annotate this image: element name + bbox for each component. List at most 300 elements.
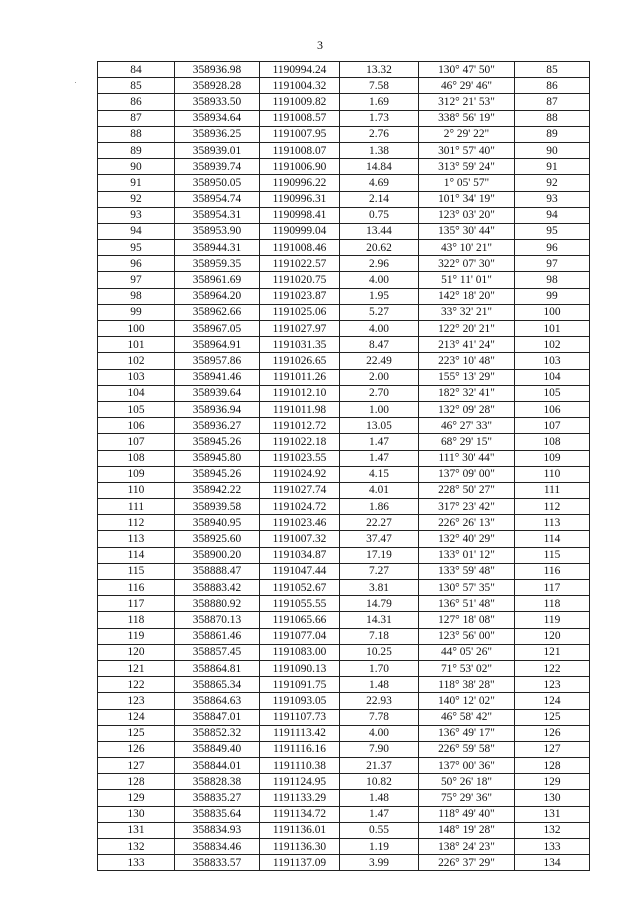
- distance-cell: 10.82: [340, 774, 419, 790]
- table-row: [98, 839, 590, 855]
- distance-cell: 7.27: [340, 563, 419, 579]
- next-point-cell: 119: [515, 612, 590, 628]
- table-row: [98, 175, 590, 191]
- next-point-cell: 128: [515, 758, 590, 774]
- page-number: 3: [317, 38, 323, 52]
- next-point-cell: 98: [515, 272, 590, 288]
- table-row: [98, 223, 590, 239]
- y-coordinate-cell: 1191008.46: [260, 240, 340, 256]
- bearing-cell: 182° 32' 41": [419, 385, 515, 401]
- x-coordinate-cell: 358857.45: [175, 644, 260, 660]
- y-coordinate-cell: 1191023.87: [260, 288, 340, 304]
- table-row: [98, 126, 590, 142]
- next-point-cell: 134: [515, 855, 590, 871]
- next-point-cell: 122: [515, 660, 590, 676]
- point-number-cell: 129: [98, 790, 175, 806]
- x-coordinate-cell: 358936.25: [175, 126, 260, 142]
- x-coordinate-cell: 358934.64: [175, 110, 260, 126]
- x-coordinate-cell: 358834.46: [175, 839, 260, 855]
- point-number-cell: 131: [98, 822, 175, 838]
- table-row: [98, 596, 590, 612]
- next-point-cell: 132: [515, 822, 590, 838]
- table-row: [98, 482, 590, 498]
- y-coordinate-cell: 1191136.30: [260, 839, 340, 855]
- bearing-cell: 136° 49' 17": [419, 725, 515, 741]
- point-number-cell: 119: [98, 628, 175, 644]
- x-coordinate-cell: 358865.34: [175, 677, 260, 693]
- point-number-cell: 112: [98, 515, 175, 531]
- distance-cell: 1.47: [340, 434, 419, 450]
- bearing-cell: 338° 56' 19": [419, 110, 515, 126]
- table-row: [98, 321, 590, 337]
- table-row: [98, 612, 590, 628]
- point-number-cell: 94: [98, 223, 175, 239]
- next-point-cell: 87: [515, 94, 590, 110]
- bearing-cell: 322° 07' 30": [419, 256, 515, 272]
- distance-cell: 14.31: [340, 612, 419, 628]
- x-coordinate-cell: 358936.94: [175, 401, 260, 417]
- point-number-cell: 92: [98, 191, 175, 207]
- distance-cell: 2.14: [340, 191, 419, 207]
- distance-cell: 7.90: [340, 741, 419, 757]
- distance-cell: 4.00: [340, 321, 419, 337]
- point-number-cell: 89: [98, 142, 175, 158]
- distance-cell: 1.48: [340, 790, 419, 806]
- table-row: [98, 256, 590, 272]
- x-coordinate-cell: 358870.13: [175, 612, 260, 628]
- bearing-cell: 101° 34' 19": [419, 191, 515, 207]
- point-number-cell: 93: [98, 207, 175, 223]
- bearing-cell: 118° 38' 28": [419, 677, 515, 693]
- distance-cell: 4.00: [340, 272, 419, 288]
- next-point-cell: 133: [515, 839, 590, 855]
- x-coordinate-cell: 358939.58: [175, 499, 260, 515]
- next-point-cell: 114: [515, 531, 590, 547]
- table-row: [98, 531, 590, 547]
- y-coordinate-cell: 1191011.98: [260, 401, 340, 417]
- bearing-cell: 123° 56' 00": [419, 628, 515, 644]
- bearing-cell: 317° 23' 42": [419, 499, 515, 515]
- x-coordinate-cell: 358964.20: [175, 288, 260, 304]
- x-coordinate-cell: 358864.81: [175, 660, 260, 676]
- y-coordinate-cell: 1191008.07: [260, 142, 340, 158]
- distance-cell: 4.69: [340, 175, 419, 191]
- y-coordinate-cell: 1191022.57: [260, 256, 340, 272]
- distance-cell: 1.73: [340, 110, 419, 126]
- point-number-cell: 123: [98, 693, 175, 709]
- x-coordinate-cell: 358959.35: [175, 256, 260, 272]
- next-point-cell: 110: [515, 466, 590, 482]
- table-row: [98, 758, 590, 774]
- next-point-cell: 113: [515, 515, 590, 531]
- x-coordinate-cell: 358944.31: [175, 240, 260, 256]
- table-row: [98, 369, 590, 385]
- x-coordinate-cell: 358939.01: [175, 142, 260, 158]
- table-row: [98, 499, 590, 515]
- next-point-cell: 88: [515, 110, 590, 126]
- x-coordinate-cell: 358861.46: [175, 628, 260, 644]
- next-point-cell: 90: [515, 142, 590, 158]
- point-number-cell: 84: [98, 62, 175, 78]
- bearing-cell: 132° 40' 29": [419, 531, 515, 547]
- next-point-cell: 117: [515, 580, 590, 596]
- y-coordinate-cell: 1191031.35: [260, 337, 340, 353]
- distance-cell: 1.69: [340, 94, 419, 110]
- table-row: [98, 855, 590, 871]
- point-number-cell: 96: [98, 256, 175, 272]
- distance-cell: 4.01: [340, 482, 419, 498]
- point-number-cell: 117: [98, 596, 175, 612]
- point-number-cell: 133: [98, 855, 175, 871]
- x-coordinate-cell: 358834.93: [175, 822, 260, 838]
- point-number-cell: 97: [98, 272, 175, 288]
- point-number-cell: 103: [98, 369, 175, 385]
- next-point-cell: 111: [515, 482, 590, 498]
- y-coordinate-cell: 1191136.01: [260, 822, 340, 838]
- x-coordinate-cell: 358967.05: [175, 321, 260, 337]
- bearing-cell: 71° 53' 02": [419, 660, 515, 676]
- distance-cell: 21.37: [340, 758, 419, 774]
- point-number-cell: 101: [98, 337, 175, 353]
- table-row: [98, 660, 590, 676]
- table-row: [98, 677, 590, 693]
- y-coordinate-cell: 1191107.73: [260, 709, 340, 725]
- y-coordinate-cell: 1191006.90: [260, 159, 340, 175]
- x-coordinate-cell: 358945.26: [175, 434, 260, 450]
- bearing-cell: 223° 10' 48": [419, 353, 515, 369]
- bearing-cell: 137° 00' 36": [419, 758, 515, 774]
- table-row: [98, 240, 590, 256]
- next-point-cell: 97: [515, 256, 590, 272]
- x-coordinate-cell: 358864.63: [175, 693, 260, 709]
- distance-cell: 1.86: [340, 499, 419, 515]
- x-coordinate-cell: 358849.40: [175, 741, 260, 757]
- bearing-cell: 1° 05' 57": [419, 175, 515, 191]
- distance-cell: 3.99: [340, 855, 419, 871]
- y-coordinate-cell: 1191077.04: [260, 628, 340, 644]
- x-coordinate-cell: 358928.28: [175, 78, 260, 94]
- next-point-cell: 121: [515, 644, 590, 660]
- x-coordinate-cell: 358945.80: [175, 450, 260, 466]
- table-row: [98, 466, 590, 482]
- y-coordinate-cell: 1191027.97: [260, 321, 340, 337]
- y-coordinate-cell: 1191093.05: [260, 693, 340, 709]
- x-coordinate-cell: 358954.31: [175, 207, 260, 223]
- point-number-cell: 113: [98, 531, 175, 547]
- table-row: [98, 790, 590, 806]
- bearing-cell: 130° 57' 35": [419, 580, 515, 596]
- distance-cell: 2.00: [340, 369, 419, 385]
- next-point-cell: 96: [515, 240, 590, 256]
- next-point-cell: 102: [515, 337, 590, 353]
- table-row: [98, 142, 590, 158]
- table-row: [98, 644, 590, 660]
- bearing-cell: 133° 59' 48": [419, 563, 515, 579]
- point-number-cell: 98: [98, 288, 175, 304]
- point-number-cell: 121: [98, 660, 175, 676]
- next-point-cell: 131: [515, 806, 590, 822]
- x-coordinate-cell: 358844.01: [175, 758, 260, 774]
- point-number-cell: 115: [98, 563, 175, 579]
- next-point-cell: 92: [515, 175, 590, 191]
- point-number-cell: 95: [98, 240, 175, 256]
- bearing-cell: 155° 13' 29": [419, 369, 515, 385]
- x-coordinate-cell: 358933.50: [175, 94, 260, 110]
- x-coordinate-cell: 358852.32: [175, 725, 260, 741]
- distance-cell: 4.15: [340, 466, 419, 482]
- table-row: [98, 434, 590, 450]
- table-row: [98, 547, 590, 563]
- bearing-cell: 44° 05' 26": [419, 644, 515, 660]
- table-row: [98, 304, 590, 320]
- point-number-cell: 126: [98, 741, 175, 757]
- table-row: [98, 337, 590, 353]
- x-coordinate-cell: 358835.64: [175, 806, 260, 822]
- y-coordinate-cell: 1191024.72: [260, 499, 340, 515]
- distance-cell: 2.96: [340, 256, 419, 272]
- bearing-cell: 123° 03' 20": [419, 207, 515, 223]
- bearing-cell: 46° 58' 42": [419, 709, 515, 725]
- distance-cell: 1.19: [340, 839, 419, 855]
- next-point-cell: 103: [515, 353, 590, 369]
- y-coordinate-cell: 1191113.42: [260, 725, 340, 741]
- x-coordinate-cell: 358939.64: [175, 385, 260, 401]
- next-point-cell: 123: [515, 677, 590, 693]
- y-coordinate-cell: 1191023.46: [260, 515, 340, 531]
- distance-cell: 10.25: [340, 644, 419, 660]
- bearing-cell: 46° 27' 33": [419, 418, 515, 434]
- distance-cell: 22.93: [340, 693, 419, 709]
- bearing-cell: 213° 41' 24": [419, 337, 515, 353]
- distance-cell: 1.38: [340, 142, 419, 158]
- y-coordinate-cell: 1191022.18: [260, 434, 340, 450]
- x-coordinate-cell: 358961.69: [175, 272, 260, 288]
- table-row: [98, 822, 590, 838]
- point-number-cell: 116: [98, 580, 175, 596]
- distance-cell: 22.27: [340, 515, 419, 531]
- next-point-cell: 116: [515, 563, 590, 579]
- bearing-cell: 138° 24' 23": [419, 839, 515, 855]
- distance-cell: 37.47: [340, 531, 419, 547]
- distance-cell: 1.95: [340, 288, 419, 304]
- y-coordinate-cell: 1191004.32: [260, 78, 340, 94]
- point-number-cell: 85: [98, 78, 175, 94]
- point-number-cell: 124: [98, 709, 175, 725]
- table-row: [98, 580, 590, 596]
- table-row: [98, 288, 590, 304]
- bearing-cell: 142° 18' 20": [419, 288, 515, 304]
- distance-cell: 7.78: [340, 709, 419, 725]
- bearing-cell: 148° 19' 28": [419, 822, 515, 838]
- bearing-cell: 75° 29' 36": [419, 790, 515, 806]
- table-row: [98, 450, 590, 466]
- y-coordinate-cell: 1191116.16: [260, 741, 340, 757]
- y-coordinate-cell: 1191020.75: [260, 272, 340, 288]
- table-row: [98, 78, 590, 94]
- bearing-cell: 228° 50' 27": [419, 482, 515, 498]
- x-coordinate-cell: 358942.22: [175, 482, 260, 498]
- distance-cell: 17.19: [340, 547, 419, 563]
- next-point-cell: 112: [515, 499, 590, 515]
- bearing-cell: 127° 18' 08": [419, 612, 515, 628]
- x-coordinate-cell: 358883.42: [175, 580, 260, 596]
- next-point-cell: 109: [515, 450, 590, 466]
- x-coordinate-cell: 358953.90: [175, 223, 260, 239]
- distance-cell: 14.84: [340, 159, 419, 175]
- table-row: [98, 385, 590, 401]
- distance-cell: 13.05: [340, 418, 419, 434]
- bearing-cell: 68° 29' 15": [419, 434, 515, 450]
- point-number-cell: 107: [98, 434, 175, 450]
- table-row: [98, 110, 590, 126]
- y-coordinate-cell: 1191023.55: [260, 450, 340, 466]
- table-row: [98, 418, 590, 434]
- distance-cell: 5.27: [340, 304, 419, 320]
- table-row: [98, 191, 590, 207]
- y-coordinate-cell: 1190998.41: [260, 207, 340, 223]
- x-coordinate-cell: 358847.01: [175, 709, 260, 725]
- x-coordinate-cell: 358950.05: [175, 175, 260, 191]
- x-coordinate-cell: 358888.47: [175, 563, 260, 579]
- x-coordinate-cell: 358900.20: [175, 547, 260, 563]
- x-coordinate-cell: 358945.26: [175, 466, 260, 482]
- point-number-cell: 87: [98, 110, 175, 126]
- bearing-cell: 122° 20' 21": [419, 321, 515, 337]
- next-point-cell: 94: [515, 207, 590, 223]
- bearing-cell: 135° 30' 44": [419, 223, 515, 239]
- table-row: [98, 563, 590, 579]
- y-coordinate-cell: 1190996.31: [260, 191, 340, 207]
- distance-cell: 1.70: [340, 660, 419, 676]
- distance-cell: 8.47: [340, 337, 419, 353]
- point-number-cell: 128: [98, 774, 175, 790]
- point-number-cell: 88: [98, 126, 175, 142]
- y-coordinate-cell: 1190996.22: [260, 175, 340, 191]
- distance-cell: 13.44: [340, 223, 419, 239]
- y-coordinate-cell: 1191007.32: [260, 531, 340, 547]
- x-coordinate-cell: 358939.74: [175, 159, 260, 175]
- next-point-cell: 115: [515, 547, 590, 563]
- point-number-cell: 130: [98, 806, 175, 822]
- y-coordinate-cell: 1191011.26: [260, 369, 340, 385]
- distance-cell: 22.49: [340, 353, 419, 369]
- point-number-cell: 105: [98, 401, 175, 417]
- bearing-cell: 226° 59' 58": [419, 741, 515, 757]
- y-coordinate-cell: 1191065.66: [260, 612, 340, 628]
- table-row: [98, 709, 590, 725]
- coordinates-table: [97, 61, 590, 871]
- x-coordinate-cell: 358828.38: [175, 774, 260, 790]
- x-coordinate-cell: 358833.57: [175, 855, 260, 871]
- distance-cell: 1.48: [340, 677, 419, 693]
- table-row: [98, 515, 590, 531]
- next-point-cell: 125: [515, 709, 590, 725]
- bearing-cell: 226° 37' 29": [419, 855, 515, 871]
- point-number-cell: 132: [98, 839, 175, 855]
- next-point-cell: 124: [515, 693, 590, 709]
- point-number-cell: 104: [98, 385, 175, 401]
- table-row: [98, 207, 590, 223]
- table-row: [98, 693, 590, 709]
- table-row: [98, 94, 590, 110]
- distance-cell: 20.62: [340, 240, 419, 256]
- point-number-cell: 127: [98, 758, 175, 774]
- x-coordinate-cell: 358936.98: [175, 62, 260, 78]
- distance-cell: 7.18: [340, 628, 419, 644]
- point-number-cell: 120: [98, 644, 175, 660]
- y-coordinate-cell: 1191012.72: [260, 418, 340, 434]
- table-row: [98, 272, 590, 288]
- next-point-cell: 105: [515, 385, 590, 401]
- bearing-cell: 118° 49' 40": [419, 806, 515, 822]
- next-point-cell: 108: [515, 434, 590, 450]
- point-number-cell: 109: [98, 466, 175, 482]
- next-point-cell: 120: [515, 628, 590, 644]
- distance-cell: 1.47: [340, 450, 419, 466]
- next-point-cell: 101: [515, 321, 590, 337]
- x-coordinate-cell: 358940.95: [175, 515, 260, 531]
- next-point-cell: 99: [515, 288, 590, 304]
- distance-cell: 4.00: [340, 725, 419, 741]
- x-coordinate-cell: 358964.91: [175, 337, 260, 353]
- y-coordinate-cell: 1191034.87: [260, 547, 340, 563]
- bearing-cell: 132° 09' 28": [419, 401, 515, 417]
- bearing-cell: 2° 29' 22": [419, 126, 515, 142]
- y-coordinate-cell: 1191091.75: [260, 677, 340, 693]
- distance-cell: 7.58: [340, 78, 419, 94]
- point-number-cell: 102: [98, 353, 175, 369]
- y-coordinate-cell: 1191090.13: [260, 660, 340, 676]
- table-row: [98, 725, 590, 741]
- x-coordinate-cell: 358962.66: [175, 304, 260, 320]
- next-point-cell: 130: [515, 790, 590, 806]
- point-number-cell: 110: [98, 482, 175, 498]
- bearing-cell: 136° 51' 48": [419, 596, 515, 612]
- distance-cell: 0.75: [340, 207, 419, 223]
- bearing-cell: 312° 21' 53": [419, 94, 515, 110]
- table-row: [98, 741, 590, 757]
- y-coordinate-cell: 1191055.55: [260, 596, 340, 612]
- y-coordinate-cell: 1191025.06: [260, 304, 340, 320]
- point-number-cell: 90: [98, 159, 175, 175]
- point-number-cell: 99: [98, 304, 175, 320]
- distance-cell: 13.32: [340, 62, 419, 78]
- point-number-cell: 106: [98, 418, 175, 434]
- bearing-cell: 111° 30' 44": [419, 450, 515, 466]
- next-point-cell: 86: [515, 78, 590, 94]
- bearing-cell: 46° 29' 46": [419, 78, 515, 94]
- bearing-cell: 133° 01' 12": [419, 547, 515, 563]
- bearing-cell: 50° 26' 18": [419, 774, 515, 790]
- bearing-cell: 301° 57' 40": [419, 142, 515, 158]
- table-row: [98, 62, 590, 78]
- bearing-cell: 226° 26' 13": [419, 515, 515, 531]
- y-coordinate-cell: 1191137.09: [260, 855, 340, 871]
- y-coordinate-cell: 1191012.10: [260, 385, 340, 401]
- x-coordinate-cell: 358957.86: [175, 353, 260, 369]
- bearing-cell: 137° 09' 00": [419, 466, 515, 482]
- next-point-cell: 129: [515, 774, 590, 790]
- distance-cell: 2.70: [340, 385, 419, 401]
- y-coordinate-cell: 1190999.04: [260, 223, 340, 239]
- next-point-cell: 91: [515, 159, 590, 175]
- next-point-cell: 104: [515, 369, 590, 385]
- next-point-cell: 100: [515, 304, 590, 320]
- distance-cell: 1.47: [340, 806, 419, 822]
- x-coordinate-cell: 358835.27: [175, 790, 260, 806]
- y-coordinate-cell: 1191007.95: [260, 126, 340, 142]
- y-coordinate-cell: 1191124.95: [260, 774, 340, 790]
